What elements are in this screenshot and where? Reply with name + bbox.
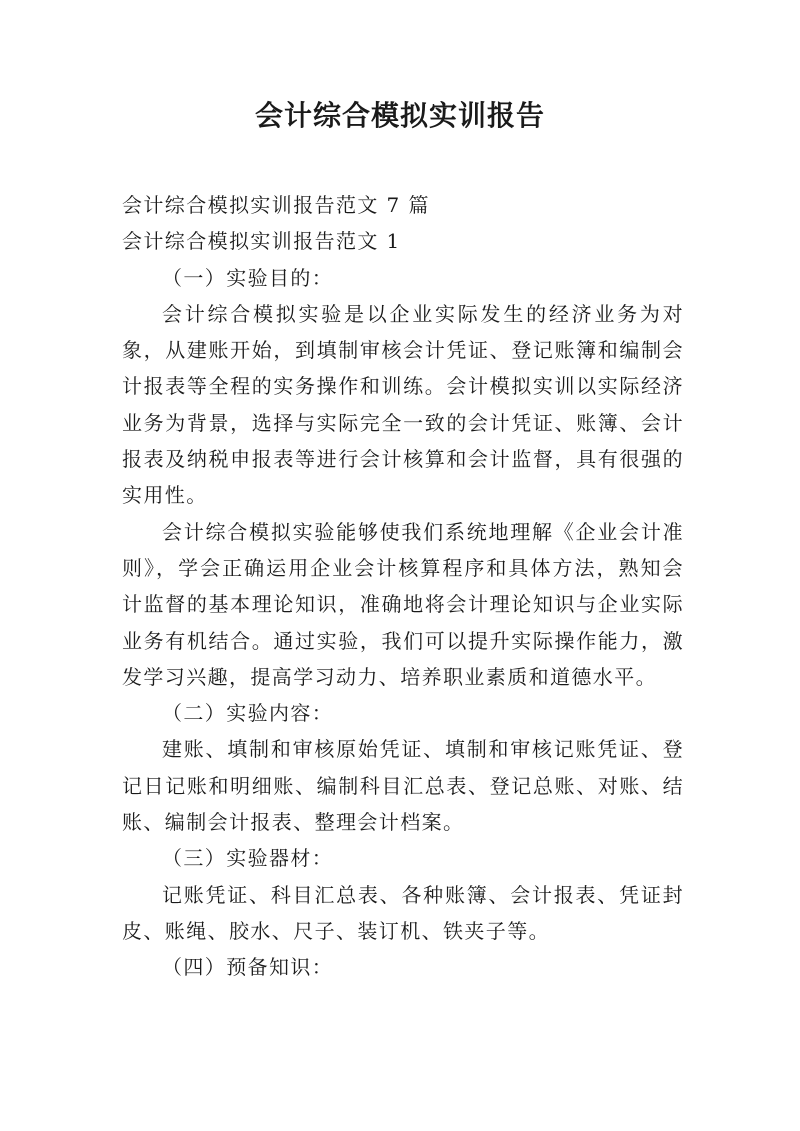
- document-subtitle: 会计综合模拟实训报告范文 7 篇: [122, 193, 430, 217]
- document-title: 会计综合模拟实训报告: [254, 99, 545, 132]
- paragraph-purpose-2: 会计综合模拟实验能够使我们系统地理解《企业会计准则》，学会正确运用企业会计核算程序和具体方法，熟知会计监督的基本理论知识，准确地将会计理论知识与企业实际业务有机结合。通过实验，我们可以提升实际操作能力，激发学习兴趣，提高学习动力、培养职业素质和道德水平。: [122, 519, 684, 689]
- section-heading-prerequisites: （四）预备知识：: [162, 955, 334, 980]
- paragraph-materials: 记账凭证、科目汇总表、各种账簿、会计报表、凭证封皮、账绳、胶水、尺子、装订机、铁夹子等。: [122, 882, 684, 943]
- section-heading-content: （二）实验内容：: [162, 701, 334, 726]
- paragraph-content: 建账、填制和审核原始凭证、填制和审核记账凭证、登记日记账和明细账、编制科目汇总表、登记总账、对账、结账、编制会计报表、整理会计档案。: [122, 737, 684, 835]
- paragraph-purpose-1: 会计综合模拟实验是以企业实际发生的经济业务为对象，从建账开始，到填制审核会计凭证、登记账簿和编制会计报表等全程的实务操作和训练。会计模拟实训以实际经济业务为背景，选择与实际完全一致的会计凭证、账簿、会计报表及纳税申报表等进行会计核算和会计监督，具有很强的实用性。: [122, 301, 684, 508]
- section-heading-materials: （三）实验器材：: [162, 846, 334, 871]
- document-body: [122, 187, 684, 986]
- section-heading-purpose: （一）实验目的：: [162, 265, 334, 290]
- document-subtitle-article: 会计综合模拟实训报告范文 1: [122, 229, 401, 254]
